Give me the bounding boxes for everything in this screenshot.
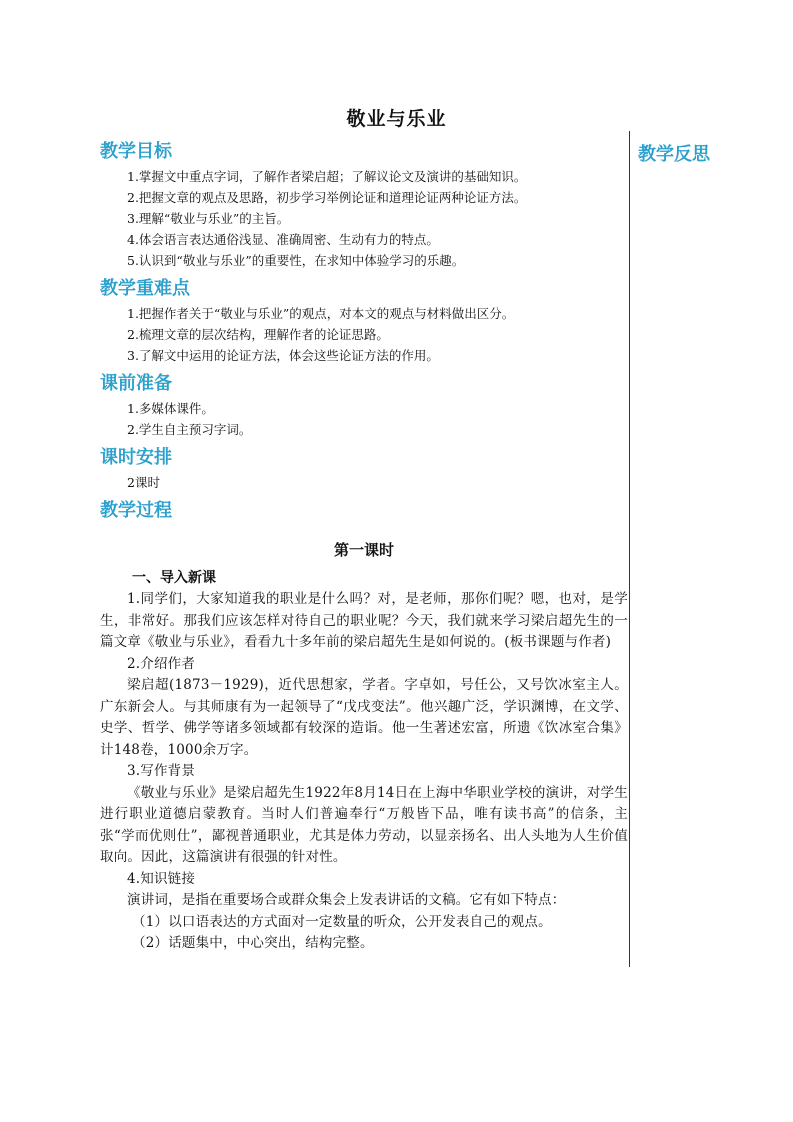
objective-item: 2.把握文章的观点及思路，初步学习举例论证和道理论证两种论证方法。 [127,190,527,205]
key-point-item: 2.梳理文章的层次结构，理解作者的论证思路。 [127,327,389,342]
key-points-section [100,275,628,366]
page-title: 敬业与乐业 [346,108,447,130]
lesson-title: 第一课时 [333,541,394,559]
knowledge-paragraph: 演讲词，是指在重要场合或群众集会上发表讲话的文稿。它有如下特点： [127,892,566,908]
preparation-section [100,370,628,440]
key-point-item: 1.把握作者关于“敬业与乐业”的观点，对本文的观点与材料做出区分。 [127,306,515,321]
reflection-heading: 教学反思 [638,144,710,165]
knowledge-point: （1）以口语表达的方式面对一定数量的听众，公开发表自己的观点。 [132,913,552,930]
schedule-item: 2课时 [127,475,160,490]
lesson-plan-body [100,138,628,955]
intro-paragraph: 1.同学们，大家知道我的职业是什么吗？对，是老师，那你们呢？嗯，也对，是学生，非常好。那我们应该怎样对待自己的职业呢？今天，我们就来学习梁启超先生的一篇文章《敬业与乐业》，看看九十多年前的梁启超先生是如何说的。(板书课题与作者) [100,591,628,650]
knowledge-point: （2）话题集中，中心突出，结构完整。 [132,935,374,951]
objective-item: 5.认识到“敬业与乐业”的重要性，在求知中体验学习的乐趣。 [127,253,465,268]
process-heading: 教学过程 [100,500,172,521]
knowledge-label: 4.知识链接 [127,870,196,887]
schedule-heading: 课时安排 [100,447,172,468]
key-points-heading: 教学重难点 [100,278,190,299]
author-paragraph: 梁启超(1873－1929)，近代思想家，学者。字卓如，号任公，又号饮冰室主人。广东新会人。与其师康有为一起领导了“戊戌变法”。他兴趣广泛，学识渊博，在文学、史学、哲学、佛学等诸多领域都有较深的造诣。他一生著述宏富，所遗《饮冰室合集》计148卷，1000余万字。 [100,677,628,758]
background-paragraph: 《敬业与乐业》是梁启超先生1922年8月14日在上海中华职业学校的演讲，对学生进行职业道德启蒙教育。当时人们普遍奉行“万般皆下品，唯有读书高”的信条，主张“学而优则仕”，鄙视普通职业，尤其是体力劳动，以显亲扬名、出人头地为人生价值取向。因此，这篇演讲有很强的针对性。 [100,784,628,865]
objectives-heading: 教学目标 [100,141,172,162]
objective-item: 3.理解“敬业与乐业”的主旨。 [127,211,290,226]
objective-item: 4.体会语言表达通俗浅显、准确周密、生动有力的特点。 [127,232,439,247]
process-section [100,497,628,955]
intro-heading: 一、导入新课 [132,570,216,586]
author-label: 2.介绍作者 [127,655,196,672]
background-label: 3.写作背景 [127,763,196,779]
objective-item: 1.掌握文中重点字词，了解作者梁启超；了解议论文及演讲的基础知识。 [127,169,527,184]
key-point-item: 3.了解文中运用的论证方法，体会这些论证方法的作用。 [127,348,439,363]
objectives-section [100,138,628,271]
schedule-section [100,444,628,493]
preparation-heading: 课前准备 [100,373,172,394]
column-divider [629,131,630,967]
preparation-item: 2.学生自主预习字词。 [127,422,252,437]
preparation-item: 1.多媒体课件。 [127,401,214,416]
